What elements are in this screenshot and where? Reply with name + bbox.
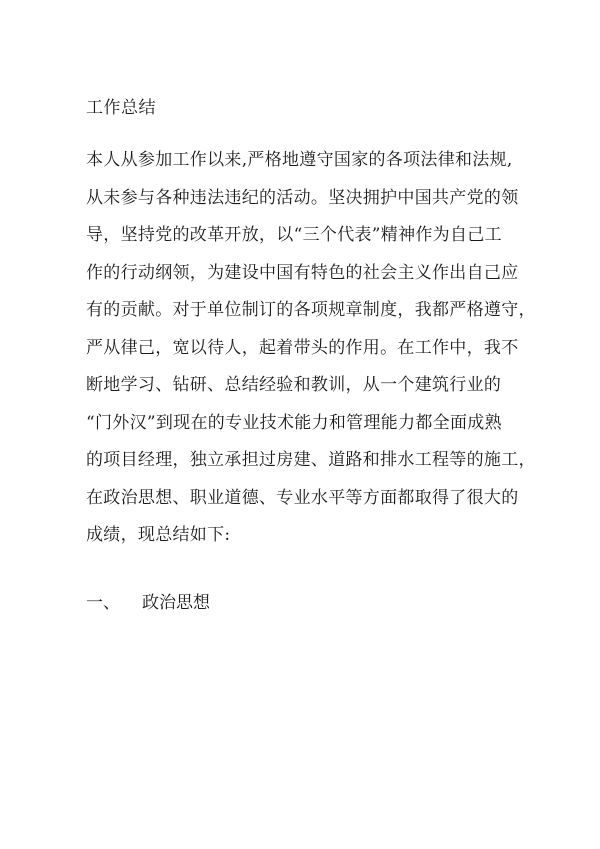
body-line: 有的贡献。对于单位制订的各项规章制度，我都严格遵守， xyxy=(86,300,536,320)
body-paragraph xyxy=(86,148,536,561)
body-line: 断地学习、钻研、总结经验和教训，从一个建筑行业的 xyxy=(86,375,502,395)
section-title: 政治思想 xyxy=(142,593,210,613)
body-line: 成绩，现总结如下: xyxy=(86,525,231,545)
body-line: 导，坚持党的改革开放，以“三个代表”精神作为自己工 xyxy=(86,225,502,245)
body-line: 本人从参加工作以来,严格地遵守国家的各项法律和法规, xyxy=(86,150,513,170)
section-number: 一、 xyxy=(86,593,120,613)
body-line: 在政治思想、职业道德、专业水平等方面都取得了很大的 xyxy=(86,487,519,508)
body-line: 作的行动纲领，为建设中国有特色的社会主义作出自己应 xyxy=(86,262,519,283)
document-title: 工作总结 xyxy=(86,98,156,118)
body-line: 从未参与各种违法违纪的活动。坚决拥护中国共产党的领 xyxy=(86,187,519,208)
body-line: 的项目经理，独立承担过房建、道路和排水工程等的施工， xyxy=(86,450,536,470)
body-line: “门外汉”到现在的专业技术能力和管理能力都全面成熟 xyxy=(86,412,502,433)
section-heading xyxy=(86,591,210,615)
body-line: 严从律己，宽以待人，起着带头的作用。在工作中，我不 xyxy=(86,337,519,358)
